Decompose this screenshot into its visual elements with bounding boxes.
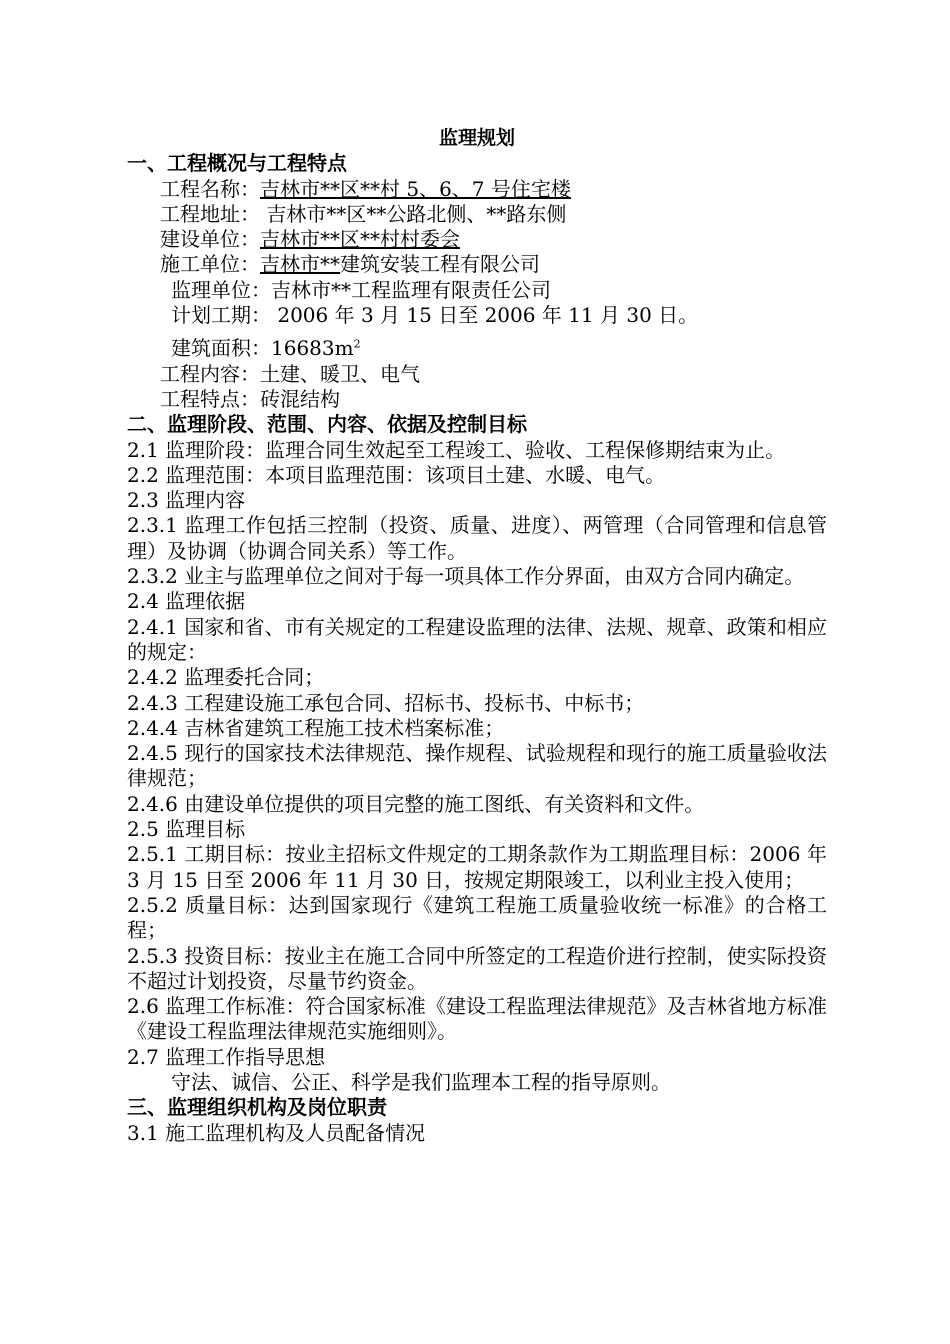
builder-value-rest: 建筑安装工程有限公司: [340, 252, 540, 277]
paragraph: 2.4.1 国家和省、市有关规定的工程建设监理的法律、法规、规章、政策和相应的规定：: [127, 614, 827, 664]
paragraph: 2.4.5 现行的国家技术法律规范、操作规程、试验规程和现行的施工质量验收法律规范；: [127, 741, 827, 791]
project-name-value: 吉林市**区**村 5、6、7 号住宅楼: [260, 176, 571, 201]
owner-value: 吉林市**区**村村委会: [260, 227, 460, 252]
paragraph: 2.6 监理工作标准：符合国家标准《建设工程监理法律规范》及吉林省地方标准《建设工程监理法律规范实施细则》。: [127, 994, 827, 1044]
feature-line: 工程特点：砖混结构: [160, 386, 340, 411]
paragraph: 2.3 监理内容: [127, 488, 246, 513]
paragraph: 2.4.6 由建设单位提供的项目完整的施工图纸、有关资料和文件。: [127, 791, 705, 816]
document-page: [127, 126, 827, 1146]
project-address-value: 吉林市**区**公路北侧、**路东侧: [260, 201, 567, 226]
paragraph: 2.4.2 监理委托合同；: [127, 665, 325, 690]
builder-value-underlined: 吉林市**: [260, 252, 340, 277]
project-address-line: 工程地址： 吉林市**区**公路北侧、**路东侧: [160, 201, 567, 226]
builder-line: 施工单位：吉林市**建筑安装工程有限公司: [160, 252, 540, 277]
paragraph: 2.1 监理阶段：监理合同生效起至工程竣工、验收、工程保修期结束为止。: [127, 437, 786, 462]
document-title: 监理规划: [438, 127, 515, 149]
paragraph: 2.5.3 投资目标：按业主在施工合同中所签定的工程造价进行控制，使实际投资不超过计划投资，尽量节约资金。: [127, 943, 827, 993]
paragraph: 2.4.3 工程建设施工承包合同、招标书、投标书、中标书；: [127, 690, 645, 715]
supervisor-line: 监理单位：吉林市**工程监理有限责任公司: [171, 277, 551, 302]
section-1-heading: 一、工程概况与工程特点: [127, 151, 347, 176]
paragraph: 2.5.1 工期目标：按业主招标文件规定的工期条款作为工期监理目标：2006 年 3 月 15 日至 2006 年 11 月 30 日，按规定期限竣工，以利业主投入使用；: [127, 842, 827, 892]
period-line: 计划工期： 2006 年 3 月 15 日至 2006 年 11 月 30 日。: [171, 303, 699, 328]
paragraph: 2.4.4 吉林省建筑工程施工技术档案标准；: [127, 715, 505, 740]
paragraph: 2.7 监理工作指导思想: [127, 1044, 326, 1069]
paragraph: 2.2 监理范围：本项目监理范围：该项目土建、水暖、电气。: [127, 462, 666, 487]
area-line: 建筑面积：$16683m^2$: [171, 336, 361, 361]
paragraph: 2.3.2 业主与监理单位之间对于每一项具体工作分界面，由双方合同内确定。: [127, 564, 805, 589]
paragraph: 2.5 监理目标: [127, 817, 246, 842]
paragraph: 2.5.2 质量目标：达到国家现行《建筑工程施工质量验收统一标准》的合格工程；: [127, 892, 827, 943]
paragraph: 3.1 施工监理机构及人员配备情况: [127, 1120, 426, 1145]
section-2-heading: 二、监理阶段、范围、内容、依据及控制目标: [127, 412, 527, 437]
guiding-principle: 守法、诚信、公正、科学是我们监理本工程的指导原则。: [171, 1069, 671, 1094]
project-name-line: 工程名称：吉林市**区**村 5、6、7 号住宅楼: [160, 176, 571, 201]
paragraph: 2.3.1 监理工作包括三控制（投资、质量、进度）、两管理（合同管理和信息管理）及协调（协调合同关系）等工作。: [127, 513, 827, 563]
content-line: 工程内容：土建、暖卫、电气: [160, 361, 420, 386]
owner-line: 建设单位：吉林市**区**村村委会: [160, 227, 460, 252]
paragraph: 2.4 监理依据: [127, 589, 246, 614]
section-3-heading: 三、监理组织机构及岗位职责: [127, 1095, 387, 1120]
